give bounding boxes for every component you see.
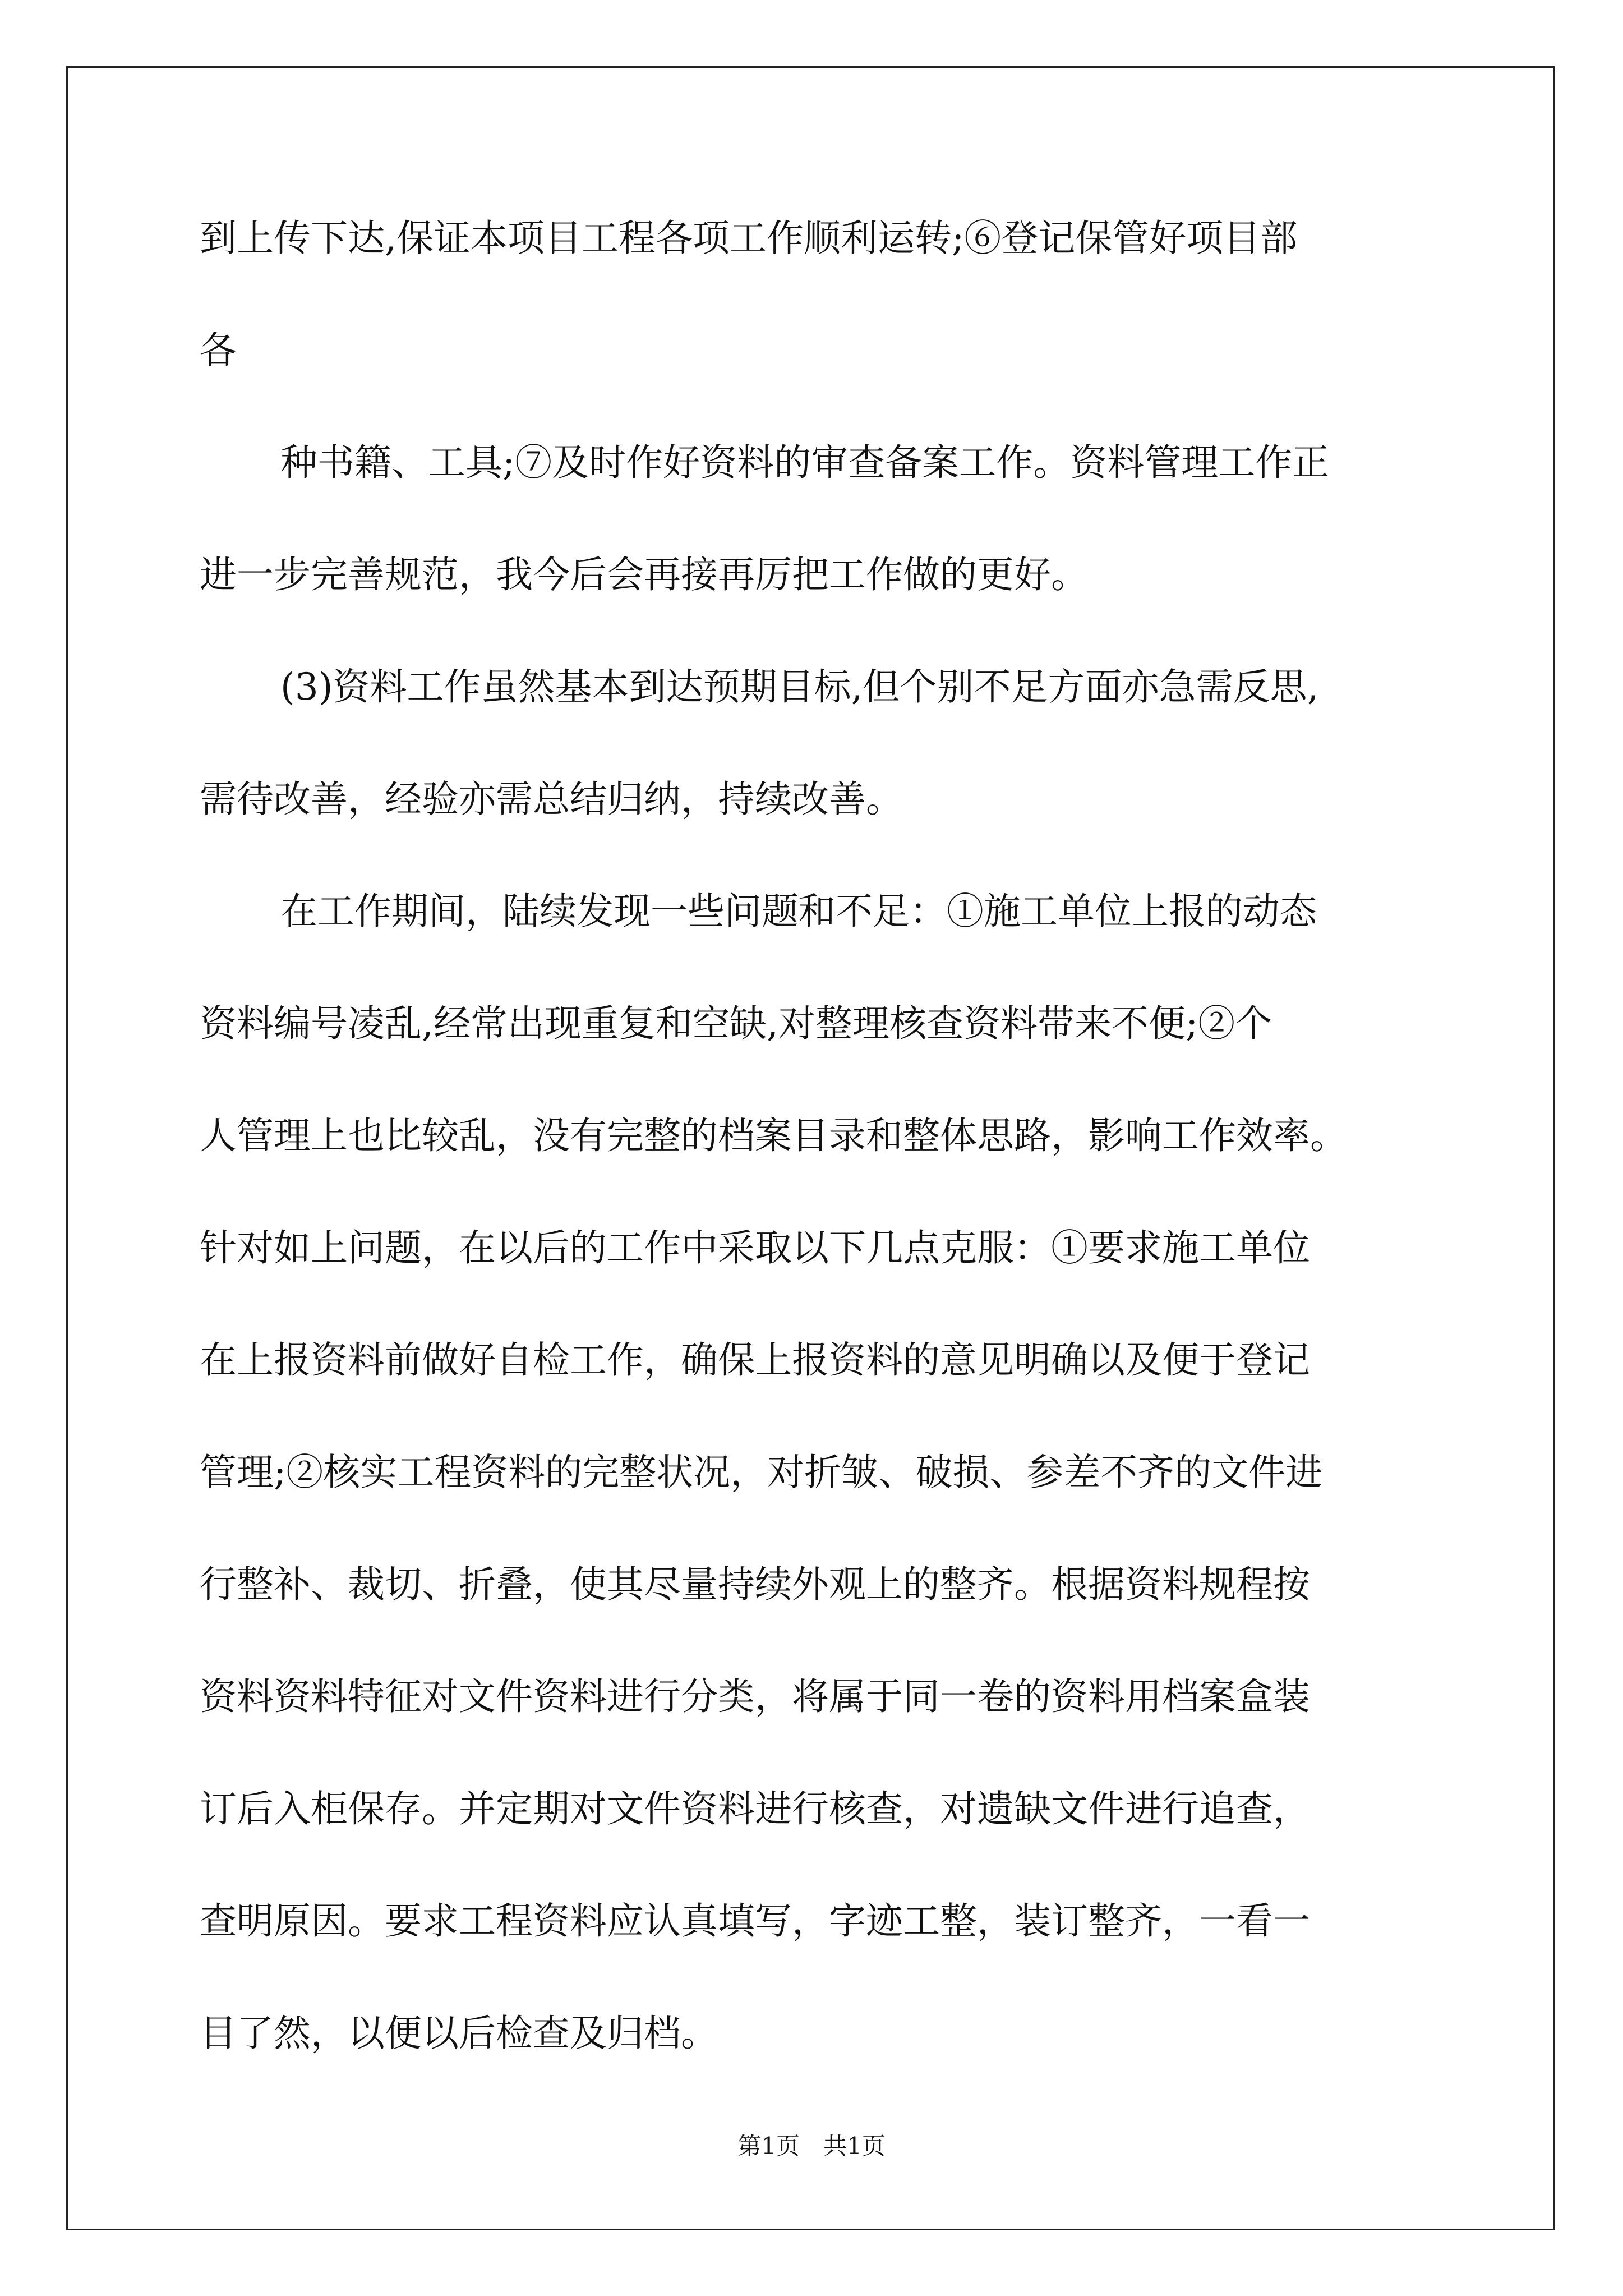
body-line-15: 订后入柜保存。并定期对文件资料进行核查，对遗缺文件进行追查，	[200, 1787, 1310, 1830]
body-line-4: 进一步完善规范，我今后会再接再厉把工作做的更好。	[200, 553, 1088, 596]
body-line-12: 管理;②核实工程资料的完整状况，对折皱、破损、参差不齐的文件进	[200, 1451, 1323, 1494]
body-line-17: 目了然，以便以后检查及归档。	[200, 2012, 718, 2055]
body-line-5: (3)资料工作虽然基本到达预期目标,但个别不足方面亦急需反思,	[280, 665, 1319, 708]
body-line-7: 在工作期间，陆续发现一些问题和不足：①施工单位上报的动态	[280, 890, 1317, 933]
body-line-1: 到上传下达,保证本项目工程各项工作顺利运转;⑥登记保管好项目部	[200, 217, 1298, 260]
body-line-11: 在上报资料前做好自检工作，确保上报资料的意见明确以及便于登记	[200, 1338, 1310, 1382]
body-line-14: 资料资料特征对文件资料进行分类，将属于同一卷的资料用档案盒装	[200, 1675, 1310, 1718]
body-line-8: 资料编号凌乱,经常出现重复和空缺,对整理核查资料带来不便;②个	[200, 1002, 1272, 1045]
body-line-10: 针对如上问题，在以后的工作中采取以下几点克服：①要求施工单位	[200, 1226, 1310, 1269]
body-line-9: 人管理上也比较乱，没有完整的档案目录和整体思路，影响工作效率。	[200, 1114, 1347, 1157]
body-line-13: 行整补、裁切、折叠，使其尽量持续外观上的整齐。根据资料规程按	[200, 1563, 1310, 1606]
body-line-6: 需待改善，经验亦需总结归纳，持续改善。	[200, 777, 903, 821]
body-line-2: 各	[200, 329, 237, 372]
body-line-16: 查明原因。要求工程资料应认真填写，字迹工整，装订整齐，一看一	[200, 1899, 1310, 1943]
page-footer: 第1页 共1页	[737, 2132, 886, 2160]
body-line-3: 种书籍、工具;⑦及时作好资料的审查备案工作。资料管理工作正	[280, 441, 1330, 484]
